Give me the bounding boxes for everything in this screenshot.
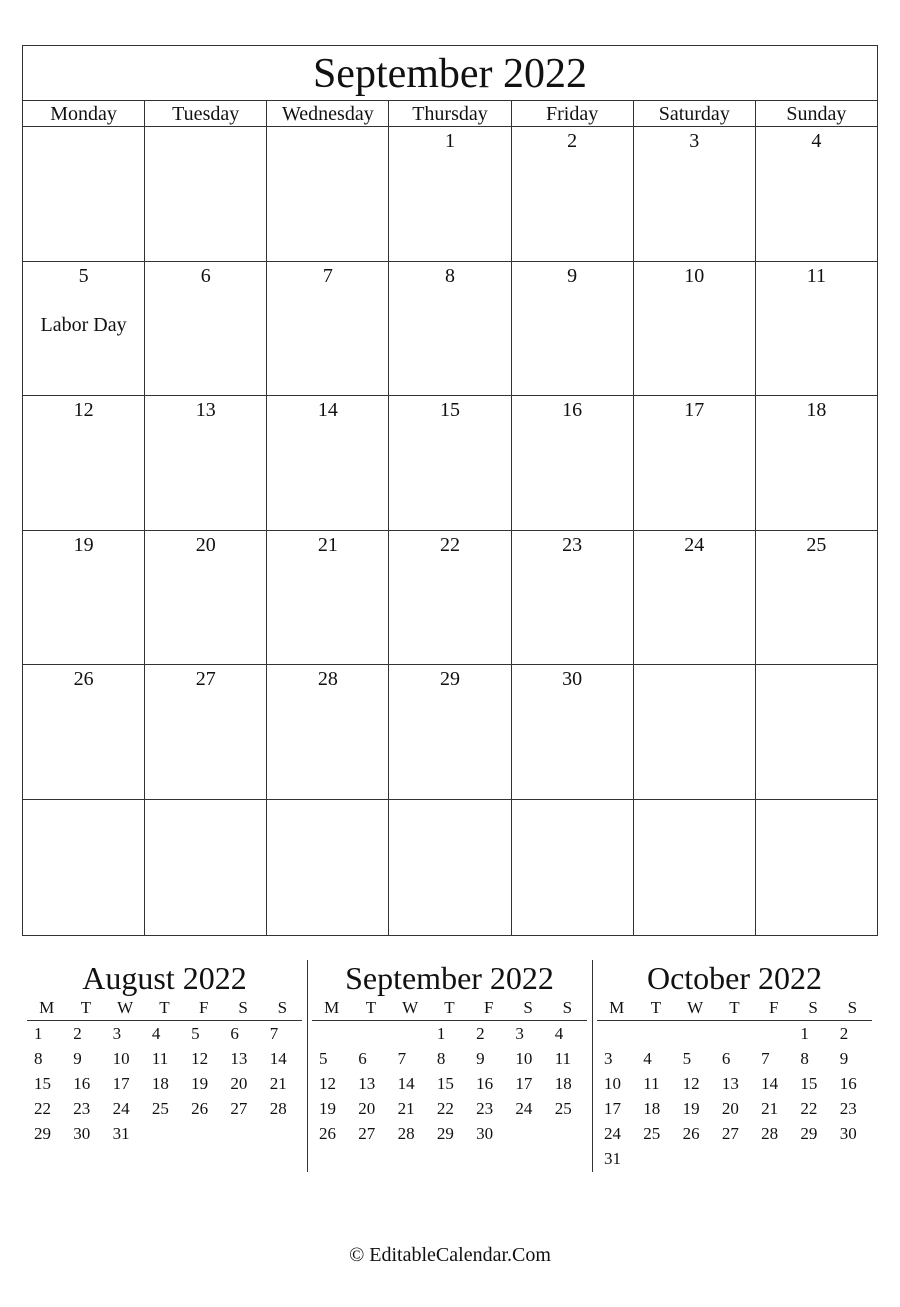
mini-day: 14 — [761, 1074, 779, 1093]
day-number: 18 — [806, 399, 827, 422]
mini-day — [184, 1121, 223, 1146]
day-cell — [145, 531, 267, 665]
mini-day: 31 — [112, 1124, 130, 1143]
day-cell — [634, 800, 756, 935]
mini-day — [223, 1121, 262, 1146]
divider — [307, 960, 308, 1172]
mini-week-row — [312, 1121, 587, 1146]
mini-day: 11 — [151, 1049, 169, 1068]
mini-day — [145, 1121, 184, 1146]
day-number: 17 — [684, 399, 705, 422]
mini-week-row — [597, 1096, 872, 1121]
day-number: 6 — [200, 264, 211, 287]
mini-day: 22 — [800, 1099, 818, 1118]
mini-weekday-label: S — [847, 998, 858, 1017]
mini-day — [597, 1021, 636, 1046]
mini-weekday-label: S — [523, 998, 533, 1017]
mini-day — [508, 1121, 547, 1146]
mini-day: 6 — [230, 1024, 239, 1043]
day-cell — [267, 127, 389, 261]
mini-day: 12 — [191, 1049, 209, 1068]
mini-day: 3 — [515, 1024, 524, 1043]
mini-week-row — [27, 1046, 302, 1071]
mini-day: 27 — [230, 1099, 248, 1118]
mini-day — [391, 1021, 430, 1046]
mini-day: 31 — [604, 1149, 621, 1168]
calendar-grid — [23, 127, 877, 935]
mini-week-row — [27, 1021, 302, 1046]
mini-day: 3 — [112, 1024, 122, 1043]
day-number: 27 — [195, 668, 216, 691]
day-number: 19 — [73, 533, 94, 556]
mini-week-row — [312, 1046, 587, 1071]
mini-day: 7 — [397, 1049, 407, 1068]
week-row — [23, 127, 877, 262]
day-cell — [512, 396, 634, 530]
day-cell — [512, 531, 634, 665]
mini-day — [676, 1146, 715, 1171]
mini-day: 15 — [436, 1074, 454, 1093]
mini-day: 20 — [721, 1099, 739, 1118]
mini-day: 30 — [73, 1124, 91, 1143]
day-cell — [23, 127, 145, 261]
mini-day: 20 — [358, 1099, 376, 1118]
mini-day — [676, 1021, 715, 1046]
mini-calendar-title: September 2022 — [345, 960, 554, 996]
mini-day: 26 — [319, 1124, 336, 1143]
day-number: 28 — [317, 668, 338, 691]
day-cell — [145, 800, 267, 935]
day-cell — [389, 800, 511, 935]
day-cell — [756, 127, 877, 261]
mini-day: 1 — [436, 1024, 446, 1043]
mini-day — [636, 1021, 675, 1046]
mini-weekday-label: F — [199, 998, 209, 1017]
mini-calendar-title: October 2022 — [646, 960, 823, 996]
mini-day: 25 — [151, 1099, 169, 1118]
day-cell — [389, 665, 511, 799]
mini-day: 8 — [34, 1049, 43, 1068]
mini-day: 25 — [643, 1124, 661, 1143]
mini-day: 29 — [436, 1124, 454, 1143]
mini-day: 23 — [839, 1099, 857, 1118]
mini-calendar-october — [597, 960, 872, 1171]
mini-day: 26 — [682, 1124, 700, 1143]
mini-week-row — [27, 1096, 302, 1121]
mini-week-row — [27, 1071, 302, 1096]
day-cell — [512, 800, 634, 935]
mini-week-row — [312, 1071, 587, 1096]
mini-weekday-label: M — [609, 998, 625, 1017]
mini-weekday-label: T — [650, 998, 662, 1017]
mini-day — [715, 1146, 754, 1171]
weekday-label: Monday — [23, 101, 145, 126]
mini-day: 15 — [800, 1074, 818, 1093]
mini-day: 10 — [112, 1049, 130, 1068]
mini-weekday-label: S — [277, 998, 288, 1017]
day-cell — [23, 262, 145, 396]
mini-day: 14 — [397, 1074, 415, 1093]
day-number: 3 — [689, 130, 700, 152]
mini-day: 2 — [73, 1024, 82, 1043]
weekday-header-row — [23, 101, 877, 127]
day-number: 30 — [562, 668, 583, 691]
day-cell — [23, 800, 145, 935]
mini-weekday-label: M — [324, 998, 340, 1017]
week-row — [23, 800, 877, 935]
mini-weekday-label: F — [484, 998, 494, 1017]
mini-weekday-label: W — [402, 998, 419, 1017]
mini-week-row — [597, 1021, 872, 1046]
mini-day: 20 — [230, 1074, 248, 1093]
mini-day: 25 — [554, 1099, 572, 1118]
mini-day: 17 — [604, 1099, 621, 1118]
mini-day — [312, 1021, 351, 1046]
divider — [592, 960, 593, 1172]
mini-day: 5 — [191, 1024, 200, 1043]
day-cell — [23, 531, 145, 665]
day-number: 23 — [562, 533, 583, 556]
mini-day: 24 — [515, 1099, 533, 1118]
day-cell — [512, 262, 634, 396]
day-cell — [756, 665, 877, 799]
mini-day — [833, 1146, 872, 1171]
day-number: 9 — [567, 264, 578, 287]
mini-week-row — [597, 1071, 872, 1096]
day-cell — [389, 127, 511, 261]
mini-day: 6 — [721, 1049, 731, 1068]
mini-day: 19 — [682, 1099, 700, 1118]
day-cell — [512, 127, 634, 261]
mini-day: 29 — [800, 1124, 818, 1143]
day-cell — [145, 262, 267, 396]
mini-day: 4 — [151, 1024, 161, 1043]
mini-weekday-label: S — [808, 998, 818, 1017]
day-cell — [634, 665, 756, 799]
mini-weekday-row — [27, 998, 302, 1021]
mini-day: 22 — [34, 1099, 51, 1118]
mini-weekday-label: W — [117, 998, 134, 1017]
month-calendar — [22, 45, 878, 936]
day-cell — [145, 127, 267, 261]
day-number: 10 — [684, 264, 705, 287]
day-number: 5 — [78, 264, 89, 287]
mini-week-row — [27, 1121, 302, 1146]
day-cell — [756, 262, 877, 396]
mini-day: 13 — [230, 1049, 248, 1068]
mini-day: 9 — [839, 1049, 849, 1068]
mini-day: 11 — [554, 1049, 572, 1068]
day-number: 2 — [567, 130, 578, 152]
mini-weekday-label: T — [159, 998, 170, 1017]
mini-day: 30 — [476, 1124, 494, 1143]
mini-day: 10 — [604, 1074, 621, 1093]
mini-day: 4 — [643, 1049, 652, 1068]
mini-calendar-august — [27, 960, 302, 1146]
weekday-label: Wednesday — [267, 101, 389, 126]
mini-day: 5 — [319, 1049, 328, 1068]
mini-day: 3 — [604, 1049, 613, 1068]
mini-weekday-label: M — [39, 998, 55, 1017]
mini-day: 30 — [839, 1124, 857, 1143]
mini-day: 19 — [191, 1074, 209, 1093]
mini-day: 10 — [515, 1049, 533, 1068]
day-cell — [23, 396, 145, 530]
mini-day: 4 — [554, 1024, 564, 1043]
mini-weekday-label: S — [238, 998, 248, 1017]
mini-day: 13 — [358, 1074, 376, 1093]
mini-day — [793, 1146, 832, 1171]
day-number: 1 — [444, 130, 455, 152]
mini-day: 13 — [721, 1074, 739, 1093]
mini-day: 29 — [34, 1124, 51, 1143]
mini-calendar-september — [312, 960, 587, 1146]
mini-week-row — [312, 1096, 587, 1121]
mini-weekday-label: S — [562, 998, 573, 1017]
mini-day: 17 — [515, 1074, 533, 1093]
mini-day: 12 — [319, 1074, 336, 1093]
day-cell — [267, 396, 389, 530]
day-cell — [634, 396, 756, 530]
mini-day: 11 — [643, 1074, 660, 1093]
day-number: 11 — [806, 264, 827, 287]
mini-day: 18 — [643, 1099, 661, 1118]
mini-weekday-label: T — [80, 998, 92, 1017]
weekday-label: Thursday — [389, 101, 511, 126]
mini-day: 24 — [604, 1124, 621, 1143]
day-cell — [145, 396, 267, 530]
mini-day: 12 — [682, 1074, 700, 1093]
week-row — [23, 396, 877, 531]
day-cell — [634, 531, 756, 665]
day-number: 21 — [317, 533, 338, 556]
day-number: 13 — [195, 399, 216, 422]
week-row — [23, 665, 877, 800]
mini-day: 18 — [554, 1074, 572, 1093]
mini-day: 7 — [269, 1024, 279, 1043]
mini-day — [351, 1021, 390, 1046]
mini-day: 26 — [191, 1099, 209, 1118]
day-number: 14 — [317, 399, 338, 422]
day-number: 22 — [439, 533, 460, 556]
day-cell — [267, 800, 389, 935]
mini-day: 23 — [476, 1099, 494, 1118]
mini-day: 27 — [358, 1124, 376, 1143]
mini-week-row — [597, 1146, 872, 1171]
mini-day: 24 — [112, 1099, 130, 1118]
mini-day — [715, 1021, 754, 1046]
mini-day: 8 — [436, 1049, 446, 1068]
mini-weekday-label: T — [365, 998, 377, 1017]
mini-day: 7 — [761, 1049, 770, 1068]
day-cell — [23, 665, 145, 799]
mini-day: 28 — [269, 1099, 287, 1118]
mini-day — [754, 1146, 793, 1171]
day-number: 29 — [439, 668, 460, 691]
mini-day: 21 — [761, 1099, 779, 1118]
mini-day: 16 — [839, 1074, 857, 1093]
mini-weekday-row — [597, 998, 872, 1021]
mini-day: 21 — [269, 1074, 287, 1093]
mini-day: 21 — [397, 1099, 415, 1118]
mini-week-row — [597, 1121, 872, 1146]
day-cell — [756, 800, 877, 935]
day-cell — [756, 396, 877, 530]
mini-day: 18 — [151, 1074, 169, 1093]
calendar-title: September 2022 — [23, 46, 877, 101]
mini-day: 17 — [112, 1074, 130, 1093]
day-number: 7 — [322, 264, 333, 287]
day-number: 15 — [439, 399, 460, 422]
mini-day: 9 — [476, 1049, 485, 1068]
day-number: 4 — [811, 130, 822, 152]
mini-day: 15 — [34, 1074, 51, 1093]
day-cell — [512, 665, 634, 799]
mini-weekday-label: F — [769, 998, 779, 1017]
mini-day — [263, 1121, 302, 1146]
mini-day — [636, 1146, 675, 1171]
mini-day: 19 — [319, 1099, 336, 1118]
mini-day: 27 — [721, 1124, 739, 1143]
holiday-label: Labor Day — [40, 313, 127, 336]
mini-week-row — [312, 1021, 587, 1046]
weekday-label: Tuesday — [145, 101, 267, 126]
mini-day — [754, 1021, 793, 1046]
day-cell — [389, 262, 511, 396]
mini-day: 28 — [397, 1124, 415, 1143]
mini-weekday-row — [312, 998, 587, 1021]
mini-day: 16 — [476, 1074, 494, 1093]
day-cell — [267, 665, 389, 799]
day-number: 8 — [444, 264, 455, 287]
mini-day: 1 — [800, 1024, 809, 1043]
weekday-label: Saturday — [634, 101, 756, 126]
day-cell — [267, 262, 389, 396]
weekday-label: Friday — [512, 101, 634, 126]
mini-day: 6 — [358, 1049, 367, 1068]
day-cell — [634, 262, 756, 396]
mini-weekday-label: T — [729, 998, 740, 1017]
day-number: 16 — [562, 399, 583, 422]
mini-day: 23 — [73, 1099, 91, 1118]
mini-day: 2 — [839, 1024, 849, 1043]
mini-calendar-title: August 2022 — [82, 960, 247, 996]
day-number: 12 — [73, 399, 94, 422]
mini-day: 14 — [269, 1049, 287, 1068]
mini-day: 16 — [73, 1074, 91, 1093]
copyright-footer: © EditableCalendar.Com — [349, 1244, 551, 1266]
day-cell — [634, 127, 756, 261]
day-cell — [389, 531, 511, 665]
mini-week-row — [597, 1046, 872, 1071]
mini-day: 8 — [800, 1049, 809, 1068]
mini-day: 22 — [436, 1099, 454, 1118]
mini-day: 28 — [761, 1124, 779, 1143]
day-number: 25 — [806, 533, 827, 556]
mini-day — [548, 1121, 587, 1146]
day-number: 20 — [195, 533, 216, 556]
day-number: 24 — [684, 533, 705, 556]
mini-weekday-label: W — [687, 998, 704, 1017]
week-row — [23, 531, 877, 666]
mini-day: 5 — [682, 1049, 692, 1068]
week-row — [23, 262, 877, 397]
day-cell — [145, 665, 267, 799]
day-cell — [756, 531, 877, 665]
day-cell — [389, 396, 511, 530]
day-number: 26 — [73, 668, 94, 691]
weekday-label: Sunday — [786, 103, 847, 125]
mini-day: 2 — [476, 1024, 485, 1043]
day-cell — [267, 531, 389, 665]
mini-day: 9 — [73, 1049, 82, 1068]
mini-day: 1 — [34, 1024, 43, 1043]
mini-weekday-label: T — [444, 998, 455, 1017]
